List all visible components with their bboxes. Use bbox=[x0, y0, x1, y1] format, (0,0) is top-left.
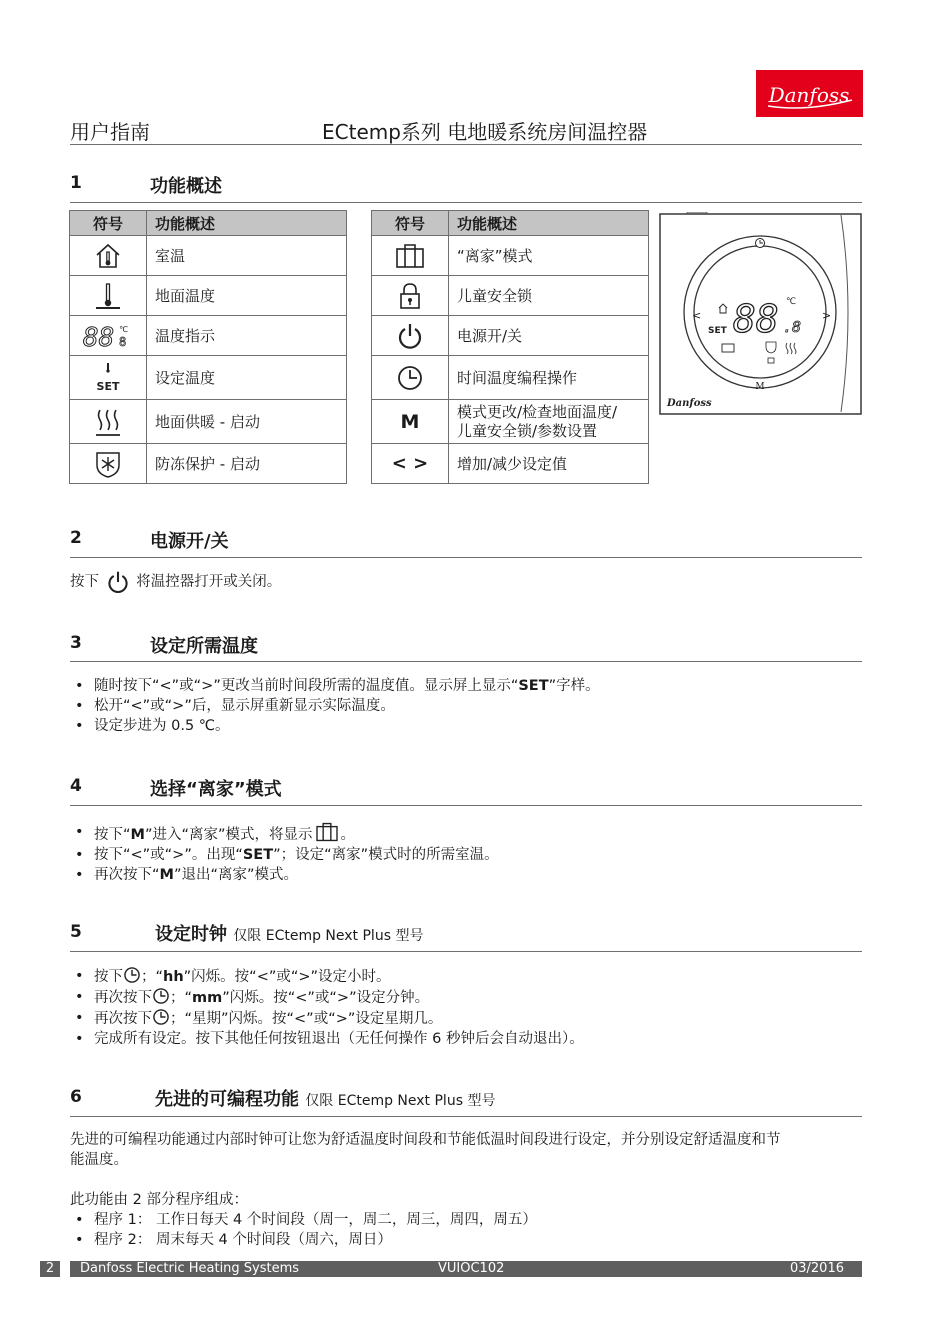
table-row bbox=[372, 316, 649, 356]
section-3-number: 3 bbox=[70, 633, 82, 653]
list-item: • 按下 ；“hh”闪烁。按“<”或“>”设定小时。 bbox=[70, 966, 584, 987]
svg-text:88: 88 bbox=[83, 322, 115, 350]
list-item: • 设定步进为 0.5 ℃。 bbox=[70, 716, 600, 736]
svg-text:℃: ℃ bbox=[119, 324, 128, 334]
row-label: 增加/减少设定值 bbox=[449, 444, 649, 484]
device-set-label: SET bbox=[708, 326, 727, 336]
room-temperature-icon bbox=[94, 242, 122, 270]
list-item: • 随时按下“<”或“>”更改当前时间段所需的温度值。显示屏上显示“SET”字样。 bbox=[70, 676, 600, 696]
row-label: 地面供暖 - 启动 bbox=[147, 400, 347, 444]
section-6-list bbox=[70, 1210, 537, 1250]
page-title: ECtemp系列 电地暖系统房间温控器 bbox=[322, 120, 648, 144]
section-6-rule bbox=[70, 1116, 862, 1117]
section-2-rule bbox=[70, 557, 862, 558]
section-2-title: 电源开/关 bbox=[150, 531, 229, 552]
clock-icon bbox=[152, 1008, 170, 1026]
col-desc-header: 功能概述 bbox=[147, 211, 347, 236]
section-5-title: 设定时钟 仅限 ECtemp Next Plus 型号 bbox=[155, 924, 424, 945]
table-row bbox=[70, 316, 347, 356]
table-row bbox=[70, 400, 347, 444]
row-label: 模式更改/检查地面温度/ bbox=[457, 402, 618, 421]
row-label: 儿童安全锁 bbox=[449, 276, 649, 316]
section-5-list bbox=[70, 966, 584, 1049]
footer-date: 03/2016 bbox=[789, 1261, 844, 1276]
clock-icon bbox=[123, 966, 141, 984]
section-5-rule bbox=[70, 951, 862, 952]
table-row bbox=[372, 400, 649, 444]
table-row bbox=[70, 356, 347, 400]
row-label: 设定温度 bbox=[147, 356, 347, 400]
list-item: • 按下“<”或“>”。出现“SET”；设定“离家”模式时的所需室温。 bbox=[70, 845, 499, 865]
power-icon bbox=[396, 322, 424, 350]
table-row bbox=[372, 236, 649, 276]
section-3-list bbox=[70, 676, 600, 736]
list-item: • 再次按下 ；“星期”闪烁。按“<”或“>”设定星期几。 bbox=[70, 1008, 584, 1029]
section-6-title: 先进的可编程功能 仅限 ECtemp Next Plus 型号 bbox=[155, 1089, 496, 1110]
row-label: 儿童安全锁/参数设置 bbox=[457, 421, 598, 440]
section-4-list bbox=[70, 822, 499, 885]
device-brand: Danfoss bbox=[667, 398, 712, 409]
device-m-key: M bbox=[755, 382, 765, 392]
list-item: • 程序 2： 周末每天 4 个时间段（周六，周日） bbox=[70, 1230, 537, 1250]
row-label: 地面温度 bbox=[147, 276, 347, 316]
section-4-number: 4 bbox=[70, 776, 82, 796]
set-text: SET bbox=[96, 379, 120, 393]
row-label: 防冻保护 - 启动 bbox=[147, 444, 347, 484]
symbol-table-left bbox=[69, 210, 347, 484]
away-suitcase-icon bbox=[314, 822, 340, 842]
row-label: 温度指示 bbox=[147, 316, 347, 356]
svg-text:8: 8 bbox=[119, 334, 127, 349]
footer-page-number: 2 bbox=[40, 1261, 60, 1277]
symbol-table-right bbox=[371, 210, 649, 484]
section-6-number: 6 bbox=[70, 1087, 82, 1107]
arrows-icon: < > bbox=[391, 453, 429, 474]
m-key-icon: M bbox=[400, 410, 420, 433]
device-right-arrow: > bbox=[822, 309, 832, 322]
section-3-title: 设定所需温度 bbox=[150, 636, 258, 657]
table-row bbox=[70, 236, 347, 276]
clock-icon bbox=[152, 987, 170, 1005]
thermostat-illustration bbox=[659, 212, 862, 415]
device-left-arrow: < bbox=[692, 309, 702, 322]
header-rule bbox=[70, 144, 862, 145]
danfoss-logo bbox=[756, 70, 863, 117]
table-row bbox=[70, 276, 347, 316]
danfoss-logo-text: Danfoss bbox=[768, 83, 850, 107]
section-4-title: 选择“离家”模式 bbox=[150, 779, 282, 800]
row-label: 时间温度编程操作 bbox=[449, 356, 649, 400]
row-label: 电源开/关 bbox=[449, 316, 649, 356]
power-icon bbox=[106, 570, 130, 594]
frost-protection-icon bbox=[93, 449, 123, 479]
list-item: • 程序 1： 工作日每天 4 个时间段（周一，周二，周三，周四，周五） bbox=[70, 1210, 537, 1230]
padlock-icon bbox=[398, 282, 422, 310]
floor-temperature-icon bbox=[93, 281, 123, 311]
section-1-title: 功能概述 bbox=[150, 176, 222, 197]
table-row bbox=[70, 444, 347, 484]
footer-company: Danfoss Electric Heating Systems bbox=[80, 1261, 300, 1276]
table-row bbox=[372, 356, 649, 400]
section-1-number: 1 bbox=[70, 173, 82, 193]
list-item: • 完成所有设定。按下其他任何按钮退出（无任何操作 6 秒钟后会自动退出）。 bbox=[70, 1029, 584, 1049]
table-row bbox=[372, 276, 649, 316]
col-symbol-header: 符号 bbox=[70, 211, 147, 236]
section-6-subtitle: 仅限 ECtemp Next Plus 型号 bbox=[305, 1093, 496, 1109]
section-3-rule bbox=[70, 661, 862, 662]
list-item: • 按下“M”进入“离家”模式，将显示 。 bbox=[70, 822, 499, 845]
list-item: • 再次按下 ；“mm”闪烁。按“<”或“>”设定分钟。 bbox=[70, 987, 584, 1008]
section-1-rule bbox=[70, 202, 862, 203]
section-2-number: 2 bbox=[70, 528, 82, 548]
col-desc-header: 功能概述 bbox=[449, 211, 649, 236]
section-4-rule bbox=[70, 805, 862, 806]
header-guide-label: 用户指南 bbox=[70, 120, 150, 144]
temperature-digits-icon bbox=[83, 322, 133, 350]
section-6-paragraph: 先进的可编程功能通过内部时钟可让您为舒适温度时间段和节能低温时间段进行设定，并分别设定舒适温度和节 能温度。 bbox=[70, 1132, 781, 1168]
list-item: • 再次按下“M”退出“离家”模式。 bbox=[70, 865, 499, 885]
section-2-text: 按下 将温控器打开或关闭。 bbox=[70, 570, 281, 594]
section-5-number: 5 bbox=[70, 922, 82, 942]
device-unit: ℃ bbox=[786, 297, 797, 307]
device-decimal: .8 bbox=[783, 318, 802, 336]
table-row bbox=[372, 444, 649, 484]
floor-heating-icon bbox=[93, 406, 123, 438]
row-label: 室温 bbox=[147, 236, 347, 276]
device-digits: 88 bbox=[733, 297, 779, 341]
section-6-intro: 此功能由 2 部分程序组成： bbox=[70, 1192, 248, 1208]
set-temperature-icon bbox=[93, 362, 123, 394]
footer-bar bbox=[70, 1261, 862, 1277]
away-suitcase-icon bbox=[395, 243, 425, 269]
list-item: • 松开“<”或“>”后，显示屏重新显示实际温度。 bbox=[70, 696, 600, 716]
footer-doc-code: VUIOC102 bbox=[438, 1261, 505, 1276]
row-label: “离家”模式 bbox=[449, 236, 649, 276]
section-5-subtitle: 仅限 ECtemp Next Plus 型号 bbox=[233, 928, 424, 944]
clock-icon bbox=[396, 364, 424, 392]
col-symbol-header: 符号 bbox=[372, 211, 449, 236]
